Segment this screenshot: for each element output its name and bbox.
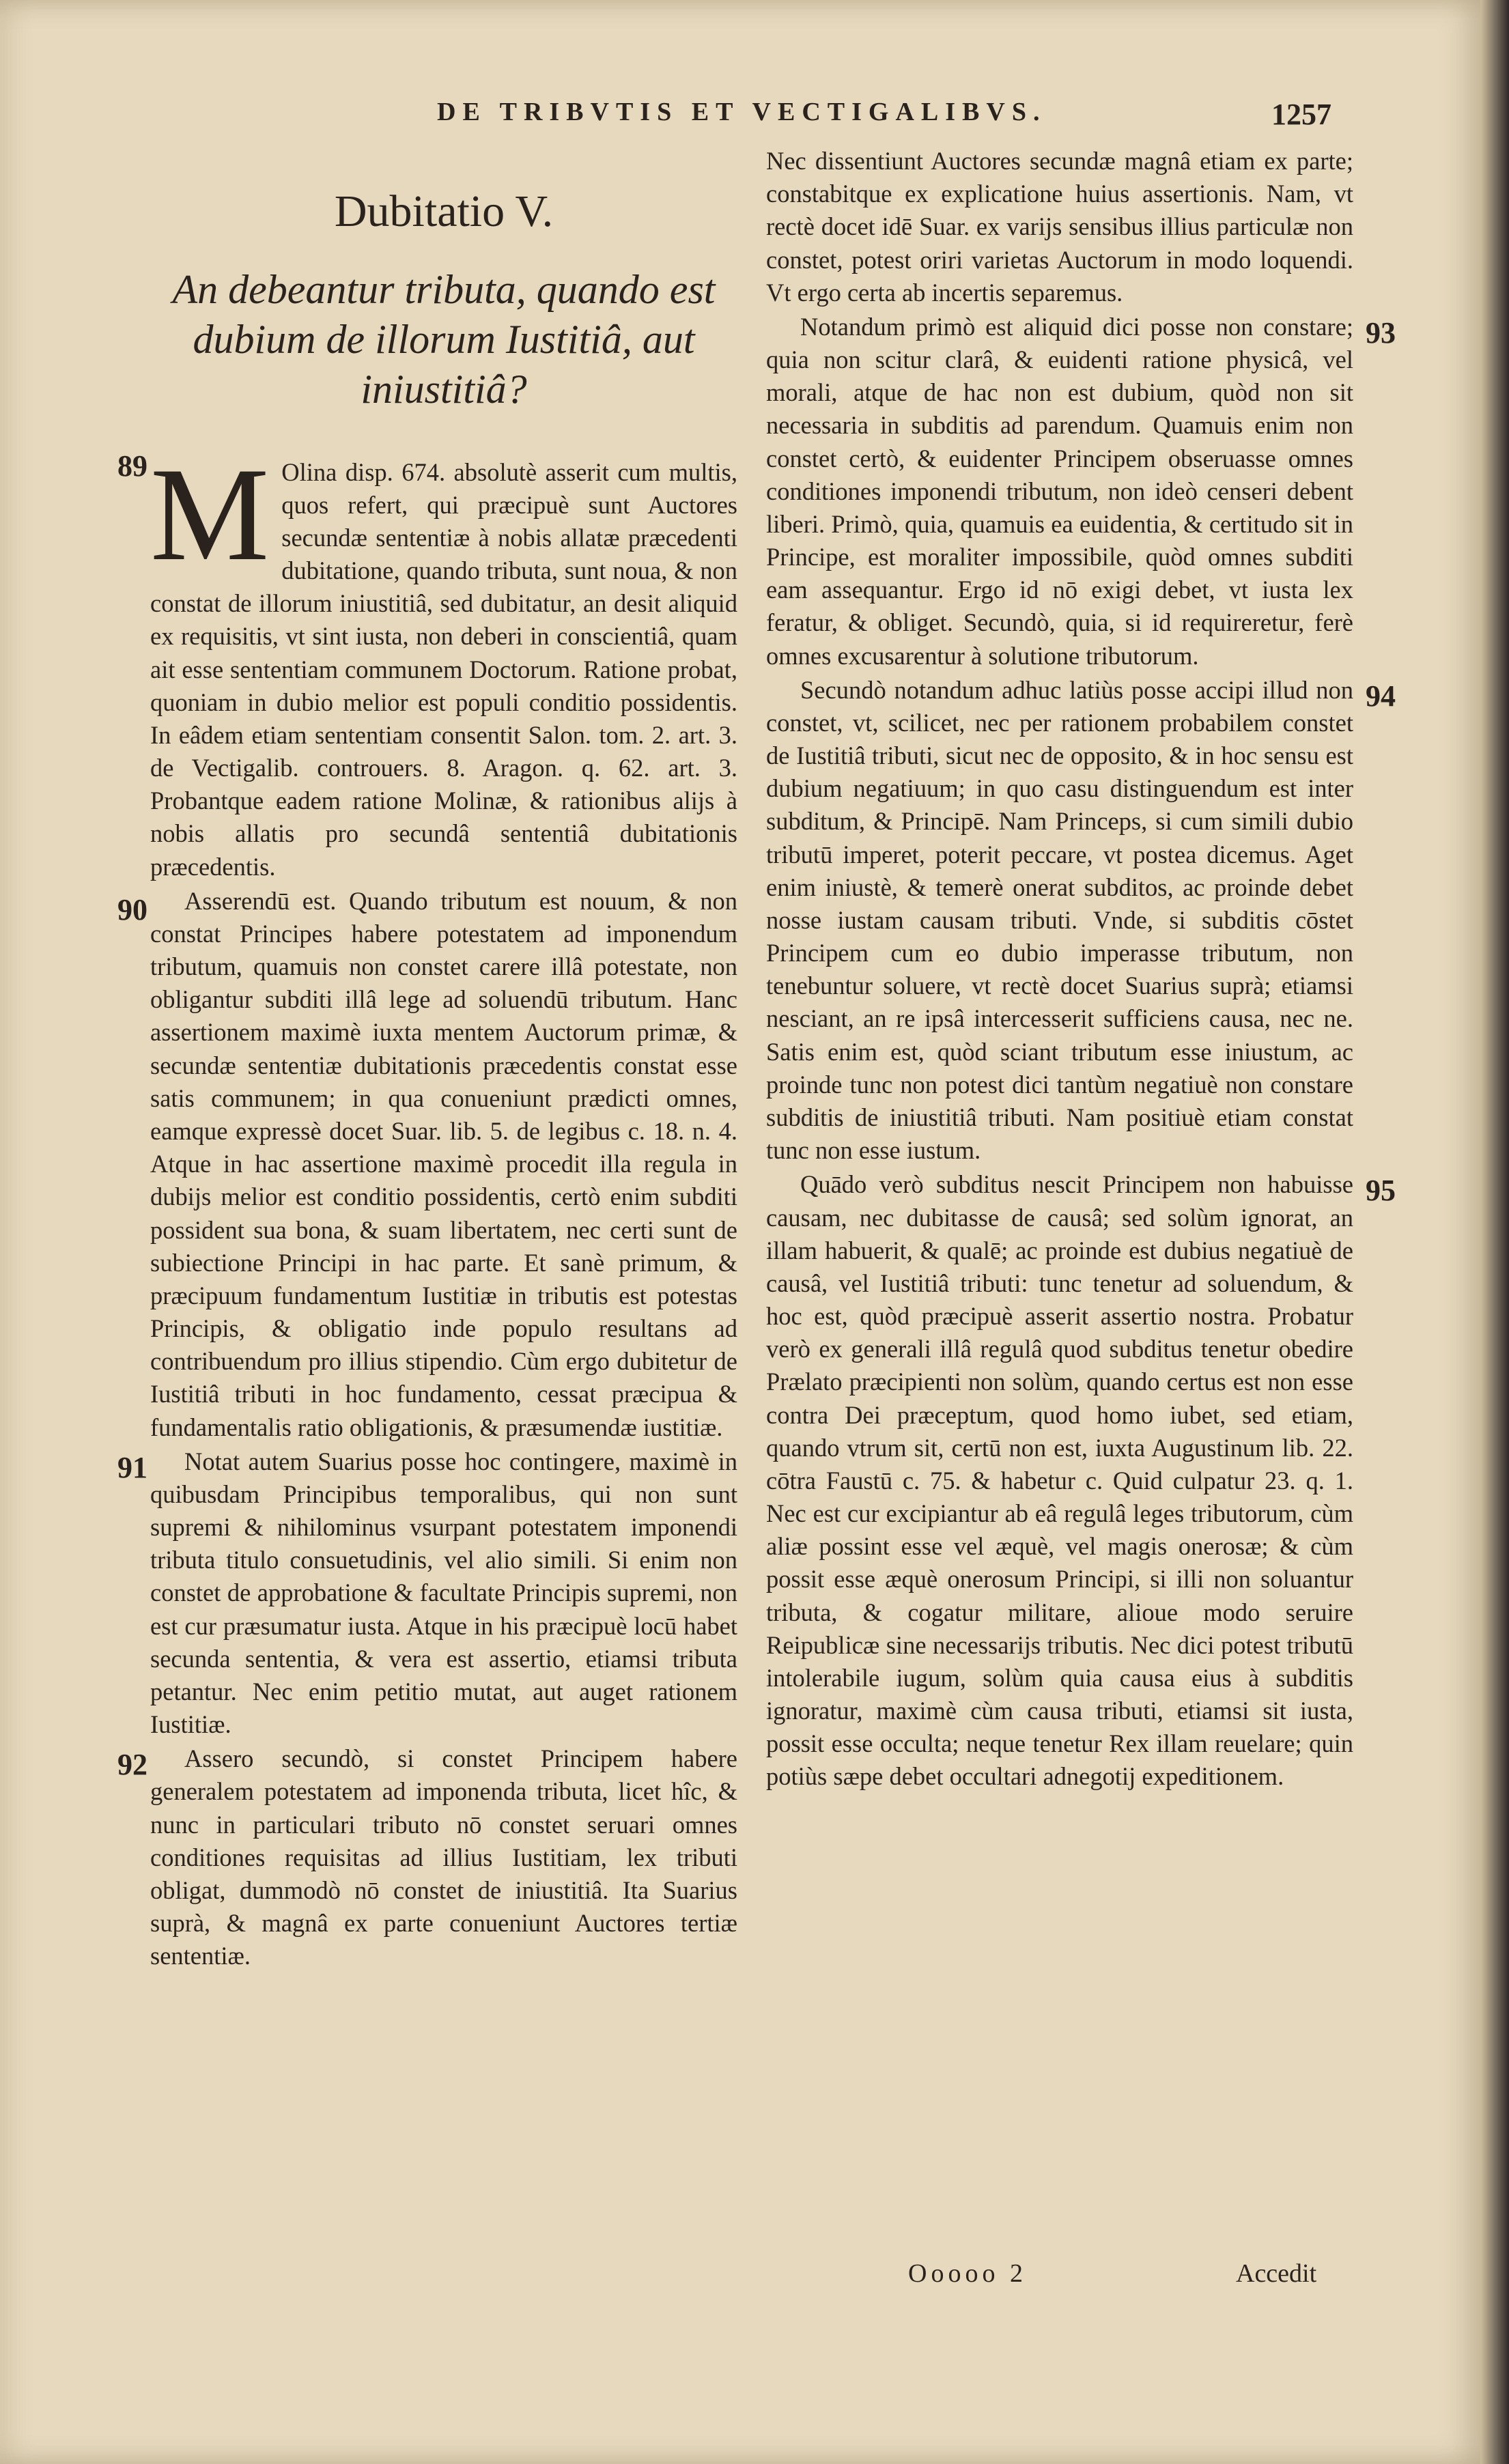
paragraph-text: Notandum primò est aliquid dici posse non constare; quia non scitur clarâ, & euidenti ratione physicâ, vel morali, atque de hac non est dubium, quòd non sit necessaria in subditis ad parendum. Quamuis enim non constet certò, & euidenter Principem obseruasse omnes conditiones imponendi tributum, non ideò censeri debent liberi. Primò, quia, quamuis ea euidentia, & certitudo sit in Principe, est moraliter impossibile, quòd omnes subditi eam assequantur. Ergo id nō exigi debet, vt iusta lex feratur, & obliget. Secundò, quia, si id requireretur, ferè omnes excusarentur à solutione tributorum.: [766, 312, 1353, 670]
margin-number: 95: [1366, 1174, 1396, 1208]
paragraph: [117, 1445, 737, 1742]
drop-cap: M: [150, 440, 270, 589]
left-column: [117, 145, 737, 1974]
paragraph: [117, 440, 737, 883]
margin-number: 89: [117, 449, 147, 483]
paragraph-text: Notat autem Suarius posse hoc contingere, maximè in quibusdam Principibus temporalibus, qui non sunt supremi & nihilominus vsurpant potestatem imponendi tributa titulo consuetudinis, vel alio simili. Si enim non constet de approbatione & facultate Principis supremi, non est cur præsumatur iusta. Atque in his præcipuè locū habet secunda sententia, & vera est assertio, etiamsi tributa petantur. Nec enim petitio mutat, aut auget rationem Iustitiæ.: [150, 1447, 737, 1739]
dubitatio-question: An debeantur tributa, quando est dubium de illorum Iustitiâ, aut iniustitiâ?: [172, 267, 716, 412]
paragraph-text: Nec dissentiunt Auctores secundæ magnâ etiam ex parte; constabitque ex explicatione huius assertionis. Nam, vt rectè docet idē Suar. ex varijs sensibus illius particulæ non constet, potest oriri varietas Auctorum in modo loquendi. Vt ergo certa ab incertis separemus.: [766, 147, 1353, 307]
page-edge: [1480, 0, 1509, 2464]
paragraph-text: Quādo verò subditus nescit Principem non habuisse causam, nec dubitasse de causâ; sed solùm ignorat, an illam habuerit, & qualē; ac proinde est dubius negatiuè de causâ, vel Iustitiâ tributi: tunc tenetur ad soluendum, & hoc est, quòd præcipuè asserit assertio nostra. Probatur verò ex generali illâ regulâ quod subditus tenetur obedire Prælato præcipienti non solùm, quando certus est non esse contra Dei præceptum, quod homo iubet, sed etiam, quando vtrum sit, certū non est, iuxta Augustinum lib. 22. cōtra Faustū c. 75. & habetur c. Quid culpatur 23. q. 1. Nec est cur excipiantur ab eâ regulâ leges tributorum, cùm aliæ possint esse vel æquè, vel magis onerosæ; & cùm possit esse æquè onerosum Principi, si illi non soluantur tributa, & cogatur militare, alioue modo seruire Reipublicæ sine necessarijs tributis. Nec dici potest tributū intolerabile iugum, solùm quia causa eius à subditis ignoratur, maximè cùm causa tributi, etiamsi sit iusta, possit esse occulta; neque tenetur Rex illam reuelare; quin potiùs sæpe debet occultari adnegotij expeditionem.: [766, 1170, 1353, 1791]
dubitatio-heading: Dubitatio V.: [334, 186, 554, 236]
margin-number: 94: [1366, 679, 1396, 713]
paragraph: [766, 674, 1396, 1167]
catchword: Accedit: [1236, 2259, 1317, 2288]
paragraph: [766, 1168, 1396, 1793]
signature-mark: Ooooo 2: [908, 2259, 1027, 2288]
paragraph-text: Olina disp. 674. absolutè asserit cum multis, quos refert, qui præcipuè sunt Auctores secundæ sententiæ à nobis allatæ præcedenti dubitatione, quando tributa, sunt noua, & non constat de illorum iniustitiâ, sed dubitatur, an desit aliquid ex requisitis, vt sint iusta, non deberi in conscientiâ, quam ait esse sententiam communem Doctorum. Ratione probat, quoniam in dubio melior est populi conditio possidentis. In eâdem etiam sententiam consentit Salon. tom. 2. art. 3. de Vectigalib. controuers. 8. Aragon. q. 62. art. 3. Probantque eadem ratione Molinæ, & rationibus alijs à nobis allatis pro secundâ sententiâ dubitationis præcedentis.: [150, 457, 737, 881]
paragraph: [766, 311, 1396, 672]
margin-number: 93: [1366, 315, 1396, 350]
paragraph: [117, 885, 737, 1444]
running-title: DE TRIBVTIS ET VECTIGALIBVS.: [437, 98, 1047, 126]
page-number: 1257: [1271, 98, 1331, 131]
paragraph: [117, 1742, 737, 1972]
paragraph-text: Secundò notandum adhuc latiùs posse accipi illud non constet, vt, scilicet, nec per rationem probabilem constet de Iustitiâ tributi, sicut nec de opposito, & in hoc sensu est dubium negatiuum; in quo casu distinguendum est inter subditum, & Principē. Nam Princeps, si cum simili dubio tributū imperet, poterit peccare, vt postea dicemus. Aget enim iniustè, & temerè onerat subditos, ac proinde debet nosse iustam causam tributi. Vnde, si subditis cōstet Principem cum eo dubio imperasse tributum, non tenebuntur soluere, vt rectè docet Suarius suprà; etiamsi nesciant, an re ipsâ intercesserit sufficiens causa, nec ne. Satis enim est, quòd sciant tributum esse iniustum, ac proinde tunc non potest dici tantùm negatiuè non constare subditis de iniustitiâ tributi. Nam positiuè etiam constat tunc non esse iustum.: [766, 675, 1353, 1165]
margin-number: 91: [117, 1450, 147, 1484]
right-column: [766, 145, 1396, 1795]
paragraph-text: Asserendū est. Quando tributum est nouum, & non constat Principes habere potestatem ad imponendum tributum, quamuis non constet carere illâ potestate, non obligantur subditi illâ lege ad soluendū tributum. Hanc assertionem maximè iuxta mentem Auctorum primæ, & secundæ sententiæ dubitationis præcedentis constat esse satis communem; in qua conueniunt prædicti omnes, eamque expressè docet Suar. lib. 5. de legibus c. 18. n. 4. Atque in hac assertione maximè procedit illa regula in dubijs melior est conditio possidentis, certò enim subditi possident sua bona, & suam libertatem, nec certi sunt de subiectione Principi in hac parte. Et sanè primum, & præcipuum fundamentum Iustitiæ in tributis est potestas Principis, & obligatio inde populo resultans ad contribuendum pro illius stipendio. Cùm ergo dubitetur de Iustitiâ tributi in hoc fundamento, cessat præcipua & fundamentalis ratio obligationis, & præsumendæ iustitiæ.: [150, 886, 737, 1441]
paragraph-text: Assero secundò, si constet Principem habere generalem potestatem ad imponenda tributa, licet hîc, & nunc in particulari tributo nō constet seruari omnes conditiones requisitas ad illius Iustitiam, lex tributi obligat, dummodò nō constet de iniustitiâ. Ita Suarius suprà, & magnâ ex parte conueniunt Auctores tertiæ sententiæ.: [150, 1744, 737, 1970]
paragraph: [766, 145, 1353, 309]
margin-number: 90: [117, 892, 147, 926]
margin-number: 92: [117, 1748, 147, 1782]
